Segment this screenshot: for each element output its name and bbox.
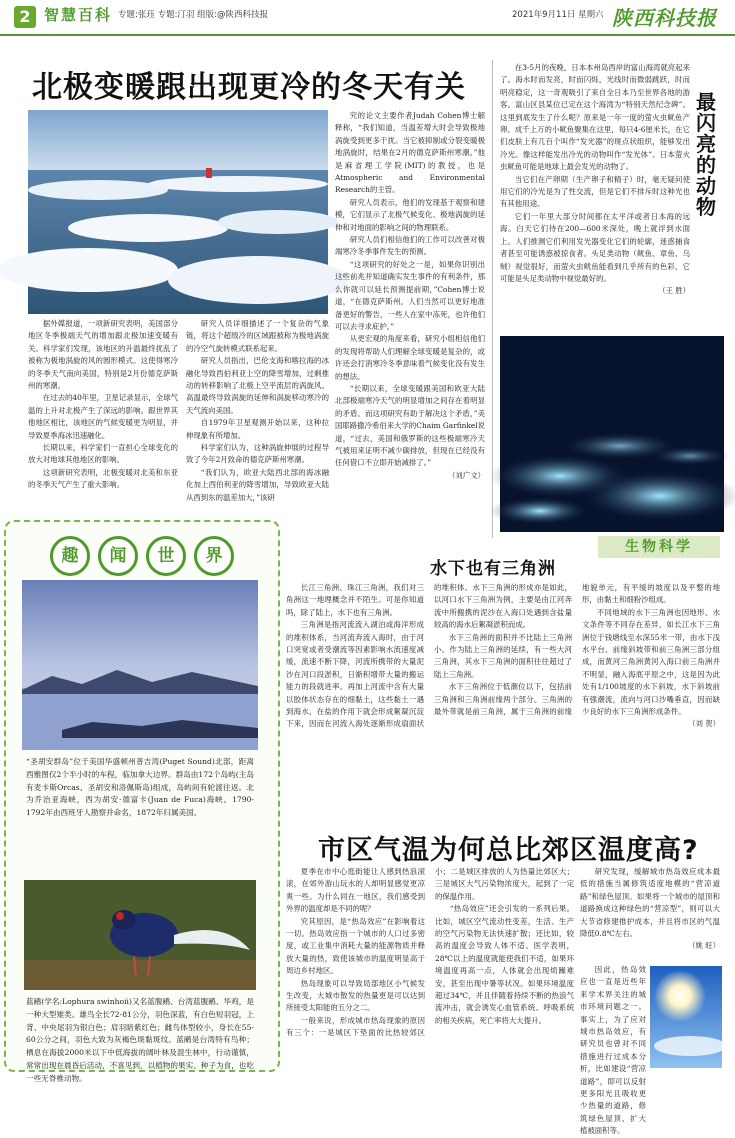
- swinhoe-pheasant-photo: [24, 880, 256, 990]
- column-divider: [492, 60, 493, 538]
- article4-title: 市区气温为何总比郊区温度高?: [318, 835, 699, 866]
- masthead-logo: 陕西科技报: [612, 6, 717, 30]
- article4-signature: （姚 旺）: [688, 941, 720, 951]
- article3-title: 水下也有三角洲: [430, 559, 556, 579]
- san-juan-islands-photo: [22, 580, 258, 750]
- article4-body-narrow: 因此，热岛效应也一直是近些年来学术界关注的城市环境问题之一。事实上，为了应对城市热岛效应，有研究员也曾对不同措施进行过成本分析，比如建设“营凉道路”，即可以反射更多阳光且吸收更少热量的道路，修筑绿色屋顶、扩大植被面积等。: [580, 965, 646, 1136]
- article1-title: 北极变暖跟出现更冷的冬天有关: [32, 70, 466, 105]
- page-header: [0, 0, 735, 34]
- category-tag: 生物科学: [598, 536, 720, 558]
- article2-body: 在3-5月的夜晚，日本本州岛西岸的富山海湾就亮起来了。海水时而发亮，时而闪烁，光线时而微弱跳跃，时而明亮稳定，这一奇观吸引了来自全日本乃至世界各地的游客。富山区县某位已定在这个海湾为“特别天然纪念碑”。这里到底发生了什么呢？原来是一年一度的萤火虫鱿鱼产卵。成千上万的小鱿鱼聚集在这里，每只4-6厘米长，在它们皮肤上有几百个叫作“发光器”的斑点状组织，能够发出冷光。像这样能发出冷光的动物叫作“发光体”。日本萤火虫鱿鱼可能是地球上最会发光的动物了。 当它们在产卵期（生产卵子和精子）时，毫无疑问使用它们的冷光是为了性交流，但是它们不排斥时这种光也有其他用途。 它们一年里大部分时间都在太平洋或者日本海的远海。白天它们待在200—600米深处，晚上就浮到水面上。人们推测它们利用发光器变化它们的轮廓，迷惑捕食者甚至可能诱惑被掠食者。头足类动物（鱿鱼、章鱼、乌贼）视觉很好，而萤火虫鱿鱼能看到几乎所有的色彩，它可能是头足类动物中视觉最好的。 （王 胜）: [500, 62, 690, 334]
- header-rule: [0, 34, 735, 36]
- sidebar-title: 趣 闻 世 界: [50, 536, 234, 576]
- article2-signature: （王 胜）: [658, 286, 690, 296]
- glowing-squid-photo: [500, 336, 724, 532]
- article1-signature: （刘广文）: [448, 470, 485, 480]
- article3-signature: （刘 贺）: [688, 719, 720, 729]
- page-number: 2: [14, 6, 36, 28]
- article1-col1: 据外媒报道，一项新研究表明，美国部分地区冬季极端天气的增加跟北极加速变暖有关。科学家们发现，该地区的升温最终扰乱了被称为极地涡旋的风的圆形模式。这使得寒冷的冬季天气南向美国，特别是2月份德克萨斯州的寒潮。 在过去的40年里，卫星记录显示，全球气温的上升对北极产生了深远的影响。跟世界其他地区相比，该地区的气候变暖更为明显，并导致夏季海冰迅速融化。 长期以来，科学家们一直担心全球变化的放大对地球其他地区的影响。 这项新研究表明，北极变暖对北美和东亚的冬季天气产生了重大影响。: [28, 319, 178, 490]
- article4-body-right: 研究发现，缓解城市热岛效应成本最低的措施当属修筑适度地模的“营凉道路”和绿色屋顶。如果将一个城市的屋顶和道路换成这种绿色的“营凉型”，则可以大大节省修建推护成本，并且将市区的气温降低0.8℃左右。 （姚 旺）: [580, 866, 720, 962]
- article4-body-left: 夏季在市中心逛街能让人感到热浪滚滚，在郊外游山玩水的人却明显感觉更凉爽一些。为什么同在一地区，我们感受到外界的温度却是不同的呢？ 究其原因，是“热岛效应”在影响着这一切。热岛效应指一个城市的人口过多密度，或工业集中消耗大量的能源物质并释放大量的热，致使该城市的温度明显高于周边乡村地区。 热岛现象可以导致局部地区小气候发生改变，大城市散发的热量更是可以达到所接受太阳能的五分之二。 一般来说，形成城市热岛现象的原因有三个：一是城区下垫面的比热较郊区小；二是城区排放的人为热量比郊区大；三是城区大气污染物浓度大，起到了一定的保温作用。 “热岛效应”还会引发的一系列后果。比如，城区空气流动性变差，生活、生产的空气污染物无法快速扩散；还比如，较高的温度会导致人体不适。医学表明，28℃以上的温度就能使我们不适，如果环境温度再高一点，人体就会出现烦躁难安，甚至出现中暑等状况。如果环境温度超过34℃，并且伴随着持续不断的热浪气流冲击，就会诱发心血管系统、呼吸系统的相关疾病，死亡率将大大提升。: [286, 867, 574, 1038]
- sidebar-caption-2: 蓝鹇(学名:Lophura swinhoii)又名蓝腹鹇、台湾蓝腹鹇、华鸡，是一种大型雉类。雄鸟全长72-81公分，羽色深蓝，有白色短羽冠，上背、中央尾羽为银白色；肩羽暗紫红色；雌鸟体型较小，身长在55-60公分之间，羽色大致为灰褐色斑黏斑纹。蓝鹇是台湾特有鸟种；栖息在海拔2000米以下中低海拔的阔叶林及混生林中，行动谨慎，常常出现在晨昏后活动，不喜见到，以植物的果实、种子为食，也吃一些无脊椎动物。: [26, 997, 254, 1083]
- article1-col3: 究的论文主要作者Judah Cohen博士解释称，“我们知道，当温差增大时会导致极地涡旋受到更多干扰。当它被抑制或分裂变暖极地涡旋时，结果在2月的德克萨斯州寒潮。”他是麻省理工学院(MIT)的教授，也是Atmospheric and Environmental Research的主管。 研究人员表示，他们的发现基于观察和建模，它们显示了北极气候变化、极地涡旋的延伸和对地面的影响之间的物理联系。 研究人员们相信他们的工作可以改善对极端寒冷冬季事件发生的预测。 “这项研究的好处之一是，如果你识别出这些前兆并知道确实发生事件的有利条件，那么你就可以延长预测提前期，”Cohen博士说道，“在德克萨斯州，人们当然可以更好地准备更好的警告，一些人在家中冻死，也许他们可以去寻求庇护。” 从更宏观的角度来看，研究小组相信他们的发现将帮助人们理解全球变暖是复杂的，或许还会打消寒冷冬季意味着气候变化没有发生的想法。 “长期以来，全球变暖跟美国和欧亚大陆北部极端寒冷天气的明显增加之间存在着明显的矛盾。而这项研究有助于解决这个矛盾，”美国耶路撒冷希伯来大学的Chaim Garfinkel说道，“过去，美国和俄罗斯的这些极端寒冷天气被用来证明不减少碳排放，但现在已经没有任何借口不立即开始减排了。” （刘广文）: [335, 110, 485, 542]
- sidebar-caption-1: “圣胡安群岛”位于美国华盛顿州普吉湾(Puget Sound)北部，距离西雅图仅2个半小时的车程，临加拿大边界。群岛由172个岛屿(主岛有麦卡斯Orcas、圣胡安和洛佩斯岛)组成，岛屿间有轮渡往返。北为乔治亚海峡，西为胡安·德富卡(Juan de Fuca)海峡。1790-1792年由西班牙人勘察并命名，1872年归属美国。: [26, 757, 254, 818]
- article3-body: 长江三角洲、珠江三角洲，我们对三角洲这一地理概念并不陌生。可是你知道吗，除了陆上，水下也有三角洲。 三角洲是指河流流入湖泊或海洋形成的堆积体系，当河流奔流入海时，由于河口突宽或者受潮流等因素影响水流速度减缓，流速不断下降，河流所携带的大量泥沙在河口段淤积，日渐积增带大量的搬运能力的段就进率。再加上河流中含有大量以胶体状态存在的细黏土，这些黏土一遇到海水，在盐的作用下就会形成絮凝沉淀下来，因而在河流入海处逐渐形成扇面状的堆积体。水下三角洲的形成亦是如此，以河口水下三角洲为例，主要是由江河奔流中所搬携的泥沙在入海口处遇到含盐量较高的海水后絮凝淤积而成。 水下三角洲的面积并不比陆上三角洲小。作为陆上三角洲的延续，有一些大河三角洲，其水下三角洲的面积往往超过了陆上三角洲。 水下三角洲位于低潮位以下，包括前三角洲和三角洲前缘两个部分。三角洲的最外带就是前三角洲，属于三角洲的前缘地貌单元，有平缓的坡度以及平整的地形，由黏土和细粉沙组成。 不同地域的水下三角洲也因地形、水文条件等不同存在差异，如长江水下三角洲位于钱塘线至水深55米一带，由水下浅水平台、前缘斜坡带和前三角洲三部分组成，而黄河三角洲黄河入海口前三角洲并不明显，融入海底平原之中，这是因为此处有1/100坡度的水下斜坡，水下斜坡前有强潮流，流向与河口沙嘴垂直，因而缺少良好的水下三角洲形成条件。 （刘 贺）: [286, 582, 720, 760]
- article1-col2: 研究人员详细描述了一个复杂的气象链，将这个超级冷的区域跟被称为极地涡旋的冷空气旋转模式联系起来。 研究人员指出，巴伦支海和喀拉海的冰融化导致西伯利亚上空的降雪增加，过剩推动的转移影响了北极上空平流层的涡旋风。高温最终导致涡旋的延伸和涡旋移动寒冷的天气流向美国。 自1979年卫星观测开始以来，这种拉伸现象有所增加。 科学家们认为，这种涡旋伸展的过程导致了今年2月致命的德克萨斯州寒潮。 “我们认为，欧亚大陆西北部的海冰融化加上西伯利亚的降雪增加，导致欧亚大陆从西到东的温差加大，”该研: [186, 319, 329, 502]
- arctic-ice-photo: [28, 110, 328, 314]
- issue-date: 2021年9月11日 星期六: [512, 10, 604, 20]
- editors-line: 专题:张珏 专题:汀羽 组版:@陕西科技报: [118, 10, 268, 20]
- section-name: 智慧百科: [44, 6, 113, 24]
- article2-title: 最闪亮的动物: [696, 90, 716, 219]
- sunny-sky-photo: [650, 966, 722, 1068]
